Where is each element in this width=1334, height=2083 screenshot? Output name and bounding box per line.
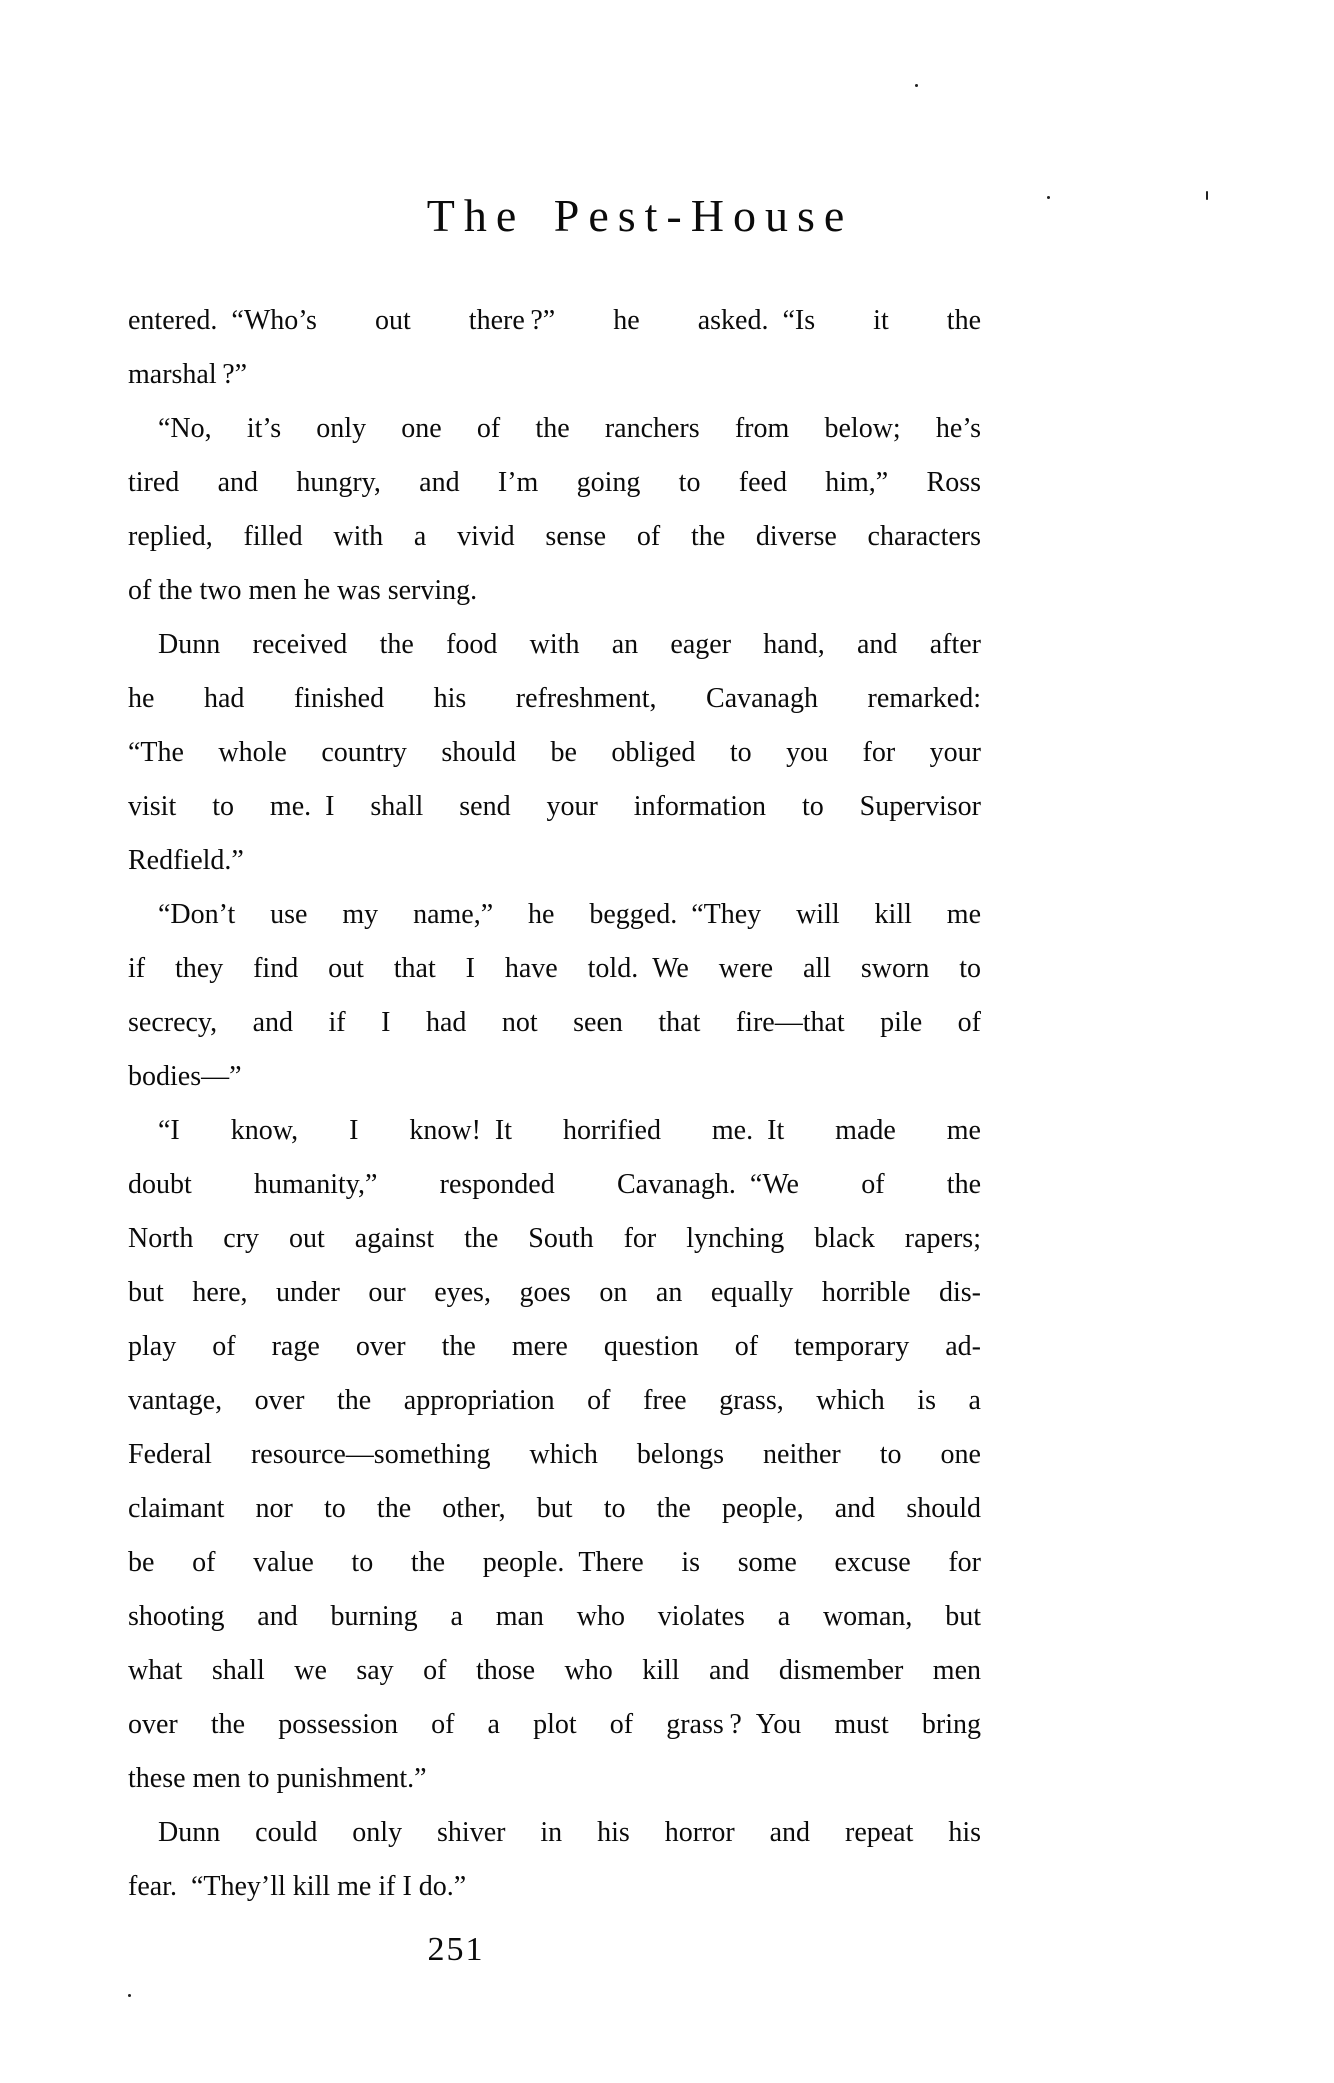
text-line: bodies—” <box>128 1061 242 1092</box>
text-block <box>128 294 981 1914</box>
text-line: replied, filled with a vivid sense of the diverse characters <box>128 521 981 552</box>
text-line: what shall we say of those who kill and dismember men <box>128 1655 981 1686</box>
text-line: if they find out that I have told. We were all sworn to <box>128 953 981 984</box>
text-line: claimant nor to the other, but to the people, and should <box>128 1493 981 1524</box>
text-line: Redfield.” <box>128 845 244 876</box>
text-line: play of rage over the mere question of temporary ad- <box>128 1331 981 1362</box>
text-line: “I know, I know! It horrified me. It made me <box>158 1115 981 1146</box>
text-line: marshal ?” <box>128 359 248 390</box>
text-line: be of value to the people. There is some excuse for <box>128 1547 981 1578</box>
scan-speck <box>1047 196 1050 199</box>
page-number: 251 <box>427 1931 485 1968</box>
text-line: North cry out against the South for lynching black rapers; <box>128 1223 981 1254</box>
text-line: shooting and burning a man who violates a woman, but <box>128 1601 981 1632</box>
text-line: he had finished his refreshment, Cavanagh remarked: <box>128 683 981 714</box>
text-line: fear. “They’ll kill me if I do.” <box>128 1871 467 1902</box>
text-line: “Don’t use my name,” he begged. “They will kill me <box>158 899 981 930</box>
text-line: entered. “Who’s out there ?” he asked. “Is it the <box>128 305 981 336</box>
text-line: visit to me. I shall send your information to Supervisor <box>128 791 981 822</box>
text-line: “The whole country should be obliged to you for your <box>128 737 981 768</box>
text-line: secrecy, and if I had not seen that fire—that pile of <box>128 1007 981 1038</box>
text-line: tired and hungry, and I’m going to feed him,” Ross <box>128 467 981 498</box>
text-line: these men to punishment.” <box>128 1763 427 1794</box>
text-line: but here, under our eyes, goes on an equally horrible dis- <box>128 1277 981 1308</box>
text-line: “No, it’s only one of the ranchers from below; he’s <box>158 413 981 444</box>
text-line: Federal resource—something which belongs neither to one <box>128 1439 981 1470</box>
text-line: over the possession of a plot of grass ? You must bring <box>128 1709 981 1740</box>
scan-speck <box>128 1994 131 1997</box>
scan-speck <box>1206 191 1208 200</box>
text-line: doubt humanity,” responded Cavanagh. “We of the <box>128 1169 981 1200</box>
text-line: Dunn received the food with an eager hand, and after <box>158 629 981 660</box>
text-line: of the two men he was serving. <box>128 575 478 606</box>
text-line: Dunn could only shiver in his horror and repeat his <box>158 1817 981 1848</box>
scan-speck <box>915 84 918 87</box>
page-heading: The Pest-House <box>426 190 854 241</box>
text-line: vantage, over the appropriation of free grass, which is a <box>128 1385 981 1416</box>
